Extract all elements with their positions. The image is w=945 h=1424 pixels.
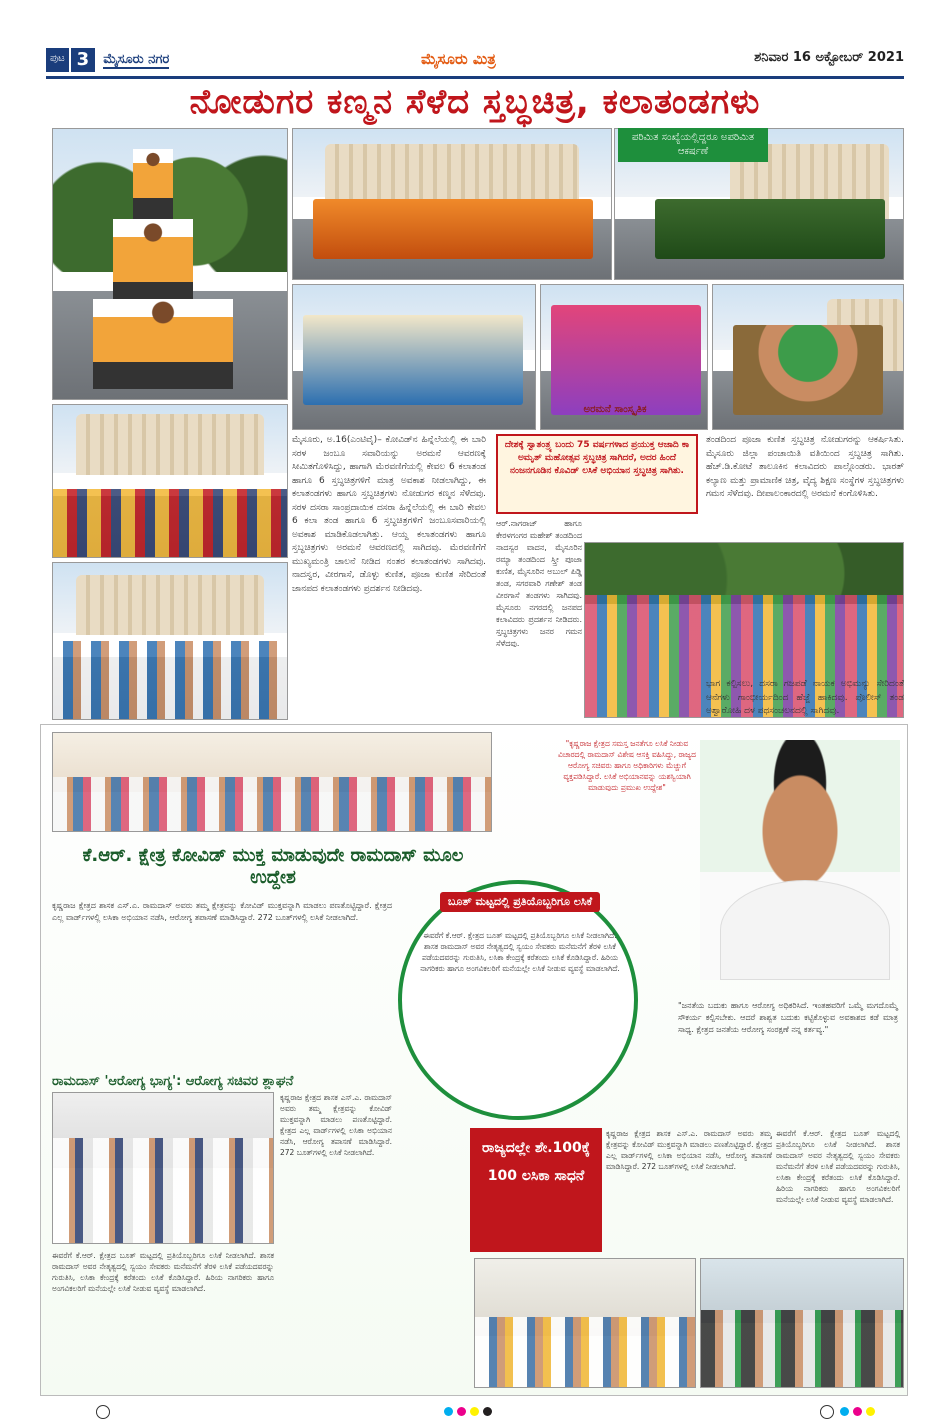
circle-title: ಬೂತ್ ಮಟ್ಟದಲ್ಲಿ ಪ್ರತಿಯೊಬ್ಬರಿಗೂ ಲಸಿಕೆ <box>440 892 600 912</box>
photo-folk-dancers <box>52 404 288 558</box>
photo-tableau-mysore <box>292 128 612 280</box>
photo-vaccine-auto <box>700 1258 904 1388</box>
advertorial-col-mid: ಕೃಷ್ಣರಾಜ ಕ್ಷೇತ್ರದ ಶಾಸಕ ಎಸ್.ಎ. ರಾಮದಾಸ್ ಅವರು ತಮ್ಮ ಕ್ಷೇತ್ರವನ್ನು ಕೋವಿಡ್ ಮುಕ್ತವನ್ನಾಗಿ ಮಾಡಲು ಪಣತೊಟ್ಟಿದ್ದಾರೆ. ಕ್ಷೇತ್ರದ ಎಲ್ಲ ವಾರ್ಡ್‌ಗಳಲ್ಲಿ ಲಸಿಕಾ ಅಭಿಯಾನ ನಡೆಸಿ, ಆರೋಗ್ಯ ತಪಾಸಣೆ ಮಾಡಿಸಿದ್ದಾರೆ. 272 ಬೂತ್‌ಗಳಲ್ಲಿ ಲಸಿಕೆ ನೀಡಲಾಗಿದೆ. <box>280 1093 392 1157</box>
photo-vaccine-desk <box>474 1258 696 1388</box>
article-col-2: ಆರ್.ನಾಗರಾಜ್ ಹಾಗೂ ಕೇರಳಗಂಗರ ಮಹೇಶ್ ತಂಡದಿಂದ ನಾದಸ್ವರ ವಾದನ, ಮೈಸೂರಿನ ರಮ್ಯಾ ತಂಡದಿಂದ ಸ್ತ್ರೀ ಪೂಜಾ ಕುಣಿತ, ಮೈಸೂರಿನ ಅಬುಲ್ ಪಿಡ್ಡಿ ತಂಡ, ಸಗರವಾರಿ ಗಣೇಶ್ ತಂಡ ವೀರಗಾಸೆ ತಂಡಗಳು ಸಾಗಿದವು. ಮೈಸೂರು ನಗರದಲ್ಲಿ ಜನಪದ ಕಲಾವಿದರು ಪ್ರದರ್ಶನ ನೀಡಿದರು. ಸ್ತಬ್ಧಚಿತ್ರಗಳು ಜನರ ಗಮನ ಸೆಳೆದವು. <box>496 519 582 648</box>
registration-mark <box>96 1405 110 1419</box>
advertorial-quote: "ಕೃಷ್ಣರಾಜ ಕ್ಷೇತ್ರದ ಸಮಸ್ತ ಜನತೆಗೂ ಲಸಿಕೆ ನೀಡುವ ವಿಚಾರದಲ್ಲಿ ರಾಮದಾಸ್ ವಿಶೇಷ ಆಸಕ್ತಿ ವಹಿಸಿದ್ದು, ರಾಜ್ಯದ ಆರೋಗ್ಯ ಸಚಿವರು ಹಾಗೂ ಅಧಿಕಾರಿಗಳು ಮೆಚ್ಚುಗೆ ವ್ಯಕ್ತಪಡಿಸಿದ್ದಾರೆ. ಲಸಿಕೆ ಅಭಿಯಾನವನ್ನು ಯಶಸ್ವಿಯಾಗಿ ಮಾಡುವುದು ಪ್ರಮುಖ ಉದ್ದೇಶ" <box>557 739 697 792</box>
photo-human-pyramid <box>52 128 288 400</box>
photo-drummers <box>52 562 288 720</box>
registration-mark <box>820 1405 834 1419</box>
advertorial-col-right-b: ಈವರೆಗೆ ಕೆ.ಆರ್. ಕ್ಷೇತ್ರದ ಬೂತ್ ಮಟ್ಟದಲ್ಲಿ ಪ್ರತಿಯೊಬ್ಬರಿಗೂ ಲಸಿಕೆ ನೀಡಲಾಗಿದೆ. ಶಾಸಕ ರಾಮದಾಸ್ ಅವರ ನೇತೃತ್ವದಲ್ಲಿ ಸ್ವಯಂ ಸೇವಕರು ಮನೆಮನೆಗೆ ತೆರಳಿ ಲಸಿಕೆ ಪಡೆಯದವರನ್ನು ಗುರುತಿಸಿ, ಲಸಿಕಾ ಕೇಂದ್ರಕ್ಕೆ ಕರೆತಂದು ಲಸಿಕೆ ಕೊಡಿಸಿದ್ದಾರೆ. ಹಿರಿಯ ನಾಗರಿಕರು ಹಾಗೂ ಅಂಗವಿಕಲರಿಗೆ ಮನೆಯಲ್ಲೇ ಲಸಿಕೆ ನೀಡುವ ವ್ಯವಸ್ಥೆ ಮಾಡಲಾಗಿದೆ. <box>776 1129 900 1204</box>
color-dots <box>444 1407 492 1416</box>
advertorial-left-text: ಕೃಷ್ಣರಾಜ ಕ್ಷೇತ್ರದ ಶಾಸಕ ಎಸ್.ಎ. ರಾಮದಾಸ್ ಅವರು ತಮ್ಮ ಕ್ಷೇತ್ರವನ್ನು ಕೋವಿಡ್ ಮುಕ್ತವನ್ನಾಗಿ ಮಾಡಲು ಪಣತೊಟ್ಟಿದ್ದಾರೆ. ಕ್ಷೇತ್ರದ ಎಲ್ಲ ವಾರ್ಡ್‌ಗಳಲ್ಲಿ ಲಸಿಕಾ ಅಭಿಯಾನ ನಡೆಸಿ, ಆರೋಗ್ಯ ತಪಾಸಣೆ ಮಾಡಿಸಿದ್ದಾರೆ. 272 ಬೂತ್‌ಗಳಲ್ಲಿ ಲಸಿಕೆ ನೀಡಲಾಗಿದೆ. <box>52 901 392 922</box>
masthead <box>46 48 904 74</box>
photo-tableau-health <box>292 284 536 430</box>
page-headline: ನೋಡುಗರ ಕಣ್ಮನ ಸೆಳೆದ ಸ್ತಬ್ಧಚಿತ್ರ, ಕಲಾತಂಡಗಳು <box>189 82 761 122</box>
masthead-rule <box>46 76 904 79</box>
issue-date: ಶನಿವಾರ 16 ಅಕ್ಟೋಬರ್ 2021 <box>754 50 904 65</box>
advertorial-title: ಕೆ.ಆರ್. ಕ್ಷೇತ್ರ ಕೋವಿಡ್ ಮುಕ್ತ ಮಾಡುವುದೇ ರಾಮದಾಸ್ ಮೂಲ ಉದ್ದೇಶ <box>82 845 464 888</box>
article-col-1: ಮೈಸೂರು, ಅ.16(ಎಂಟಿವೈ)– ಕೋವಿಡ್‌ನ ಹಿನ್ನೆಲೆಯಲ್ಲಿ ಈ ಬಾರಿ ಸರಳ ಜಂಬೂ ಸವಾರಿಯನ್ನು ಅರಮನೆ ಆವರಣಕ್ಕೆ ಸೀಮಿತಗೊಳಿಸಿದ್ದು, ಹಾಗಾಗಿ ಮೆರವಣಿಗೆಯಲ್ಲಿ ಕೇವಲ 6 ಕಲಾತಂಡ ಹಾಗೂ 6 ಸ್ತಬ್ಧಚಿತ್ರಗಳಿಗೆ ಮಾತ್ರ ಅವಕಾಶ ನೀಡಲಾಗಿದ್ದು, ಈ ಕಲಾತಂಡಗಳು ಹಾಗೂ ಸ್ತಬ್ಧಚಿತ್ರಗಳು ನೋಡುಗರ ಕಣ್ಮನ ಸೆಳೆದವು. ಸರಳ ದಸರಾ ಸಾಂಪ್ರದಾಯಿಕ ದಸರಾ ಹಿನ್ನೆಲೆಯಲ್ಲಿ ಈ ಬಾರಿ ಕೇವಲ 6 ಕಲಾ ತಂಡ ಹಾಗೂ 6 ಸ್ತಬ್ಧಚಿತ್ರಗಳಿಗೆ ಜಂಬೂಸವಾರಿಯಲ್ಲಿ ಅವಕಾಶ ಮಾಡಿಕೊಡಲಾಗಿತ್ತು. ಆಯ್ದ ಕಲಾತಂಡಗಳು ಹಾಗೂ ಸ್ತಬ್ಧಚಿತ್ರಗಳು ಅರಮನೆ ಆವರಣದಲ್ಲಿ ಸಾಗಿದವು. ಮೆರವಣಿಗೆಗೆ ಮುಖ್ಯಮಂತ್ರಿ ಚಾಲನೆ ನೀಡಿದ ನಂತರ ಕಲಾತಂಡಗಳು ಸಾಗಿದವು. ನಾದಸ್ವರ, ವೀರಗಾಸೆ, ಡೊಳ್ಳು ಕುಣಿತ, ಪೂಜಾ ಕುಣಿತ ಸೇರಿದಂತೆ ಜಾನಪದ ಕಲಾತಂಡಗಳು ಪ್ರದರ್ಶನ ನೀಡಿದವು. <box>292 435 486 594</box>
color-dots <box>840 1407 875 1416</box>
page-tag <box>46 48 169 72</box>
booth-vaccine-circle <box>398 880 638 1120</box>
photo-vaccination-event <box>52 732 492 832</box>
article-highlight-box: ದೇಶಕ್ಕೆ ಸ್ವಾತಂತ್ರ್ಯ ಬಂದು 75 ವರ್ಷಗಳಾದ ಪ್ರಯುಕ್ತ ಆಜಾದಿ ಕಾ ಅಮೃತ್ ಮಹೋತ್ಸವ ಸ್ತಬ್ಧಚಿತ್ರ ಸಾಗಿದರೆ, ಅದರ ಹಿಂದೆ ನಂಜನಗೂಡಿನ ಕೊವಿಡ್ ಲಸಿಕೆ ಅಭಿಯಾನ ಸ್ತಬ್ಧಚಿತ್ರ ಸಾಗಿತು. <box>496 434 698 514</box>
article-col-4: ಭಾಗ ಕಲ್ಪಿಸಲು, ದಸರಾ ಗಜಪಡೆ ನಾಯಕ ಅಭಿಮನ್ಯು ಸೇರಿದಂತೆ ಆನೆಗಳು ಗಾಂಭೀರ್ಯದಿಂದ ಹೆಜ್ಜೆ ಹಾಕಿದವು. ಪೊಲೀಸ್ ತಂಡ ಅಶ್ವಾರೋಹಿ ದಳ ಪಥಸಂಚಲನದಲ್ಲಿ ಸಾಗಿದವು. <box>706 679 904 716</box>
section-name: ಮೈಸೂರು ನಗರ <box>103 51 170 67</box>
page-word: ಪುಟ <box>46 48 69 72</box>
photo-caption: ಪರಿಮಿತ ಸಂಖ್ಯೆಯಲ್ಲಿದ್ದರೂ ಅಪರಿಮಿತ ಆಕರ್ಷಣೆ <box>618 128 768 162</box>
mla-portrait-shirt <box>720 880 890 980</box>
circle-text: ಈವರೆಗೆ ಕೆ.ಆರ್. ಕ್ಷೇತ್ರದ ಬೂತ್ ಮಟ್ಟದಲ್ಲಿ ಪ್ರತಿಯೊಬ್ಬರಿಗೂ ಲಸಿಕೆ ನೀಡಲಾಗಿದೆ. ಶಾಸಕ ರಾಮದಾಸ್ ಅವರ ನೇತೃತ್ವದಲ್ಲಿ ಸ್ವಯಂ ಸೇವಕರು ಮನೆಮನೆಗೆ ತೆರಳಿ ಲಸಿಕೆ ಪಡೆಯದವರನ್ನು ಗುರುತಿಸಿ, ಲಸಿಕಾ ಕೇಂದ್ರಕ್ಕೆ ಕರೆತಂದು ಲಸಿಕೆ ಕೊಡಿಸಿದ್ದಾರೆ. ಹಿರಿಯ ನಾಗರಿಕರು ಹಾಗೂ ಅಂಗವಿಕಲರಿಗೆ ಮನೆಯಲ್ಲೇ ಲಸಿಕೆ ನೀಡುವ ವ್ಯವಸ್ಥೆ ಮಾಡಲಾಗಿದೆ. <box>420 931 620 973</box>
article-col-3: ತಂಡದಿಂದ ಪೂಜಾ ಕುಣಿತ ಸ್ತಬ್ಧಚಿತ್ರ ನೋಡುಗರನ್ನು ಆಕರ್ಷಿಸಿತು. ಮೈಸೂರು ಜಿಲ್ಲಾ ಪಂಚಾಯಿತಿ ವತಿಯಿಂದ ಸ್ತಬ್ಧಚಿತ್ರ ಸಾಗಿತು. ಹೆಚ್.ಡಿ.ಕೋಟೆ ತಾಲೂಕಿನ ಕಲಾವಿದರು ಪಾಲ್ಗೊಂಡರು. ಭಾರತ್ ಕಲ್ಯಾಣ ಮತ್ತು ಪ್ರಾಮಾಣಿಕ ಚಿತ್ರ, ವೈದ್ಯ ಶಿಕ್ಷಣ ಸಂಸ್ಥೆಗಳ ಸ್ತಬ್ಧಚಿತ್ರಗಳು ಗಮನ ಸೆಳೆದವು. ದೀಪಾಲಂಕಾರದಲ್ಲಿ ಅರಮನೆ ಕಂಗೊಳಿಸಿತು. <box>706 435 904 499</box>
advertorial-col-right-a: ಕೃಷ್ಣರಾಜ ಕ್ಷೇತ್ರದ ಶಾಸಕ ಎಸ್.ಎ. ರಾಮದಾಸ್ ಅವರು ತಮ್ಮ ಕ್ಷೇತ್ರವನ್ನು ಕೋವಿಡ್ ಮುಕ್ತವನ್ನಾಗಿ ಮಾಡಲು ಪಣತೊಟ್ಟಿದ್ದಾರೆ. ಕ್ಷೇತ್ರದ ಎಲ್ಲ ವಾರ್ಡ್‌ಗಳಲ್ಲಿ ಲಸಿಕಾ ಅಭಿಯಾನ ನಡೆಸಿ, ಆರೋಗ್ಯ ತಪಾಸಣೆ ಮಾಡಿಸಿದ್ದಾರೆ. 272 ಬೂತ್‌ಗಳಲ್ಲಿ ಲಸಿಕೆ ನೀಡಲಾಗಿದೆ. <box>606 1129 772 1171</box>
advertorial-subheading: ರಾಮದಾಸ್ 'ಆರೋಗ್ಯ ಭಾಗ್ಯ': ಆರೋಗ್ಯ ಸಚಿವರ ಶ್ಲಾಘನೆ <box>52 1074 294 1089</box>
paper-name: ಮೈಸೂರು ಮಿತ್ರ <box>421 50 496 68</box>
hundred-percent-badge: ರಾಜ್ಯದಲ್ಲೇ ಶೇ.100ಕ್ಕೆ 100 ಲಸಿಕಾ ಸಾಧನೆ <box>470 1128 602 1252</box>
photo-minister-visit <box>52 1092 274 1244</box>
page-number: 3 <box>69 48 96 72</box>
float-caption: ಅರಮನೆ ಸಾಂಸ್ಕೃತಿಕ <box>583 404 647 415</box>
advertorial-col-bottom: ಈವರೆಗೆ ಕೆ.ಆರ್. ಕ್ಷೇತ್ರದ ಬೂತ್ ಮಟ್ಟದಲ್ಲಿ ಪ್ರತಿಯೊಬ್ಬರಿಗೂ ಲಸಿಕೆ ನೀಡಲಾಗಿದೆ. ಶಾಸಕ ರಾಮದಾಸ್ ಅವರ ನೇತೃತ್ವದಲ್ಲಿ ಸ್ವಯಂ ಸೇವಕರು ಮನೆಮನೆಗೆ ತೆರಳಿ ಲಸಿಕೆ ಪಡೆಯದವರನ್ನು ಗುರುತಿಸಿ, ಲಸಿಕಾ ಕೇಂದ್ರಕ್ಕೆ ಕರೆತಂದು ಲಸಿಕೆ ಕೊಡಿಸಿದ್ದಾರೆ. ಹಿರಿಯ ನಾಗರಿಕರು ಹಾಗೂ ಅಂಗವಿಕಲರಿಗೆ ಮನೆಯಲ್ಲೇ ಲಸಿಕೆ ನೀಡುವ ವ್ಯವಸ್ಥೆ ಮಾಡಲಾಗಿದೆ. <box>52 1251 274 1293</box>
photo-tableau-farmer <box>712 284 904 430</box>
advertorial-quote-2: "ಜನತೆಯ ಬದುಕು ಹಾಗೂ ಆರೋಗ್ಯ ಅಧಿಕರಿಸಿದೆ. ಇಂತಹವರಿಗೆ ಒಮ್ಮೆ ಮಗದೊಮ್ಮೆ ಸೌಕರ್ಯ ಕಲ್ಪಿಸಬೇಕು. ಆದರೆ ಶಾಶ್ವತ ಬದುಕು ಕಟ್ಟಿಕೊಳ್ಳುವ ಅವಕಾಶದ ಕಡೆ ಮಾತ್ರ ಸಾಧ್ಯ. ಕ್ಷೇತ್ರದ ಜನತೆಯ ಆರೋಗ್ಯ ಸಂರಕ್ಷಣೆ ನನ್ನ ಕರ್ತವ್ಯ." <box>678 1001 898 1034</box>
